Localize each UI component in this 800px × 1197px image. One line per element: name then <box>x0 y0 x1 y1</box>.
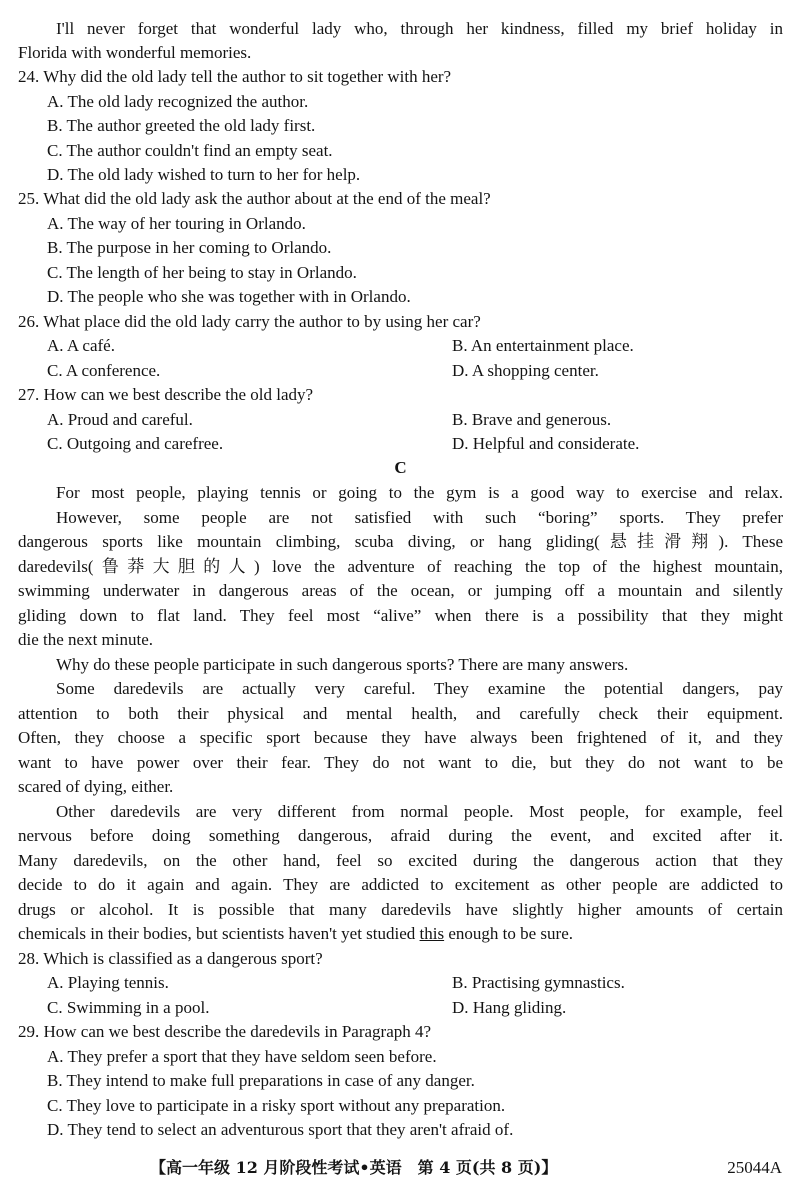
section-c-heading: C <box>394 458 407 477</box>
passage-c-paragraph-5-line-6-start: chemicals in their bodies, but scientists haven't yet studied <box>18 924 420 943</box>
question-25-option-a: A. The way of her touring in Orlando. <box>47 214 306 233</box>
question-24-option-a: A. The old lady recognized the author. <box>47 92 309 111</box>
question-29-option-c: C. They love to participate in a risky sport without any preparation. <box>47 1096 506 1115</box>
passage-c-paragraph-1: For most people, playing tennis or going to the gym is a good way to exercise and relax. <box>56 483 783 502</box>
question-28-option-b: B. Practising gymnastics. <box>452 973 625 992</box>
question-26-option-a: A. A café. <box>47 336 115 355</box>
question-24-option-c: C. The author couldn't find an empty seat. <box>47 141 333 160</box>
question-25-stem: 25. What did the old lady ask the author about at the end of the meal? <box>18 189 491 208</box>
question-25-option-b: B. The purpose in her coming to Orlando. <box>47 238 332 257</box>
passage-c-paragraph-2-line-3: daredevils(鲁莽大胆的人) love the adventure of reaching the top of the highest mountain, <box>18 557 783 576</box>
question-25-option-d: D. The people who she was together with in Orlando. <box>47 287 411 306</box>
question-26-option-d: D. A shopping center. <box>452 361 599 380</box>
footer-paper-code: 25044A <box>727 1158 782 1177</box>
page-footer <box>0 1155 800 1181</box>
passage-b-closing-line-1: I'll never forget that wonderful lady who, through her kindness, filled my brief holiday in <box>56 19 783 38</box>
question-28-option-c: C. Swimming in a pool. <box>47 998 210 1017</box>
question-27-option-a: A. Proud and careful. <box>47 410 193 429</box>
underlined-word-this: this <box>419 924 445 943</box>
question-24-option-d: D. The old lady wished to turn to her for help. <box>47 165 361 184</box>
question-29-option-d: D. They tend to select an adventurous sport that they aren't afraid of. <box>47 1120 514 1139</box>
passage-c-paragraph-2-line-2: dangerous sports like mountain climbing, scuba diving, or hang gliding(悬挂滑翔). These <box>18 532 783 551</box>
question-27-stem: 27. How can we best describe the old lady? <box>18 385 314 404</box>
question-25-option-c: C. The length of her being to stay in Orlando. <box>47 263 357 282</box>
passage-c-paragraph-2-line-4: swimming underwater in dangerous areas of the ocean, or jumping off a mountain and silently <box>18 581 783 600</box>
passage-c-paragraph-5-line-3: Many daredevils, on the other hand, feel so excited during the dangerous action that they <box>18 851 783 870</box>
question-28-stem: 28. Which is classified as a dangerous sport? <box>18 949 323 968</box>
question-26-stem: 26. What place did the old lady carry the author to by using her car? <box>18 312 481 331</box>
passage-c-paragraph-5-line-4: decide to do it again and again. They are addicted to excitement as other people are addicted to <box>18 875 783 894</box>
question-27-option-c: C. Outgoing and carefree. <box>47 434 224 453</box>
passage-c-paragraph-4-line-1: Some daredevils are actually very careful. They examine the potential dangers, pay <box>56 679 783 698</box>
passage-c-paragraph-4-line-3: Often, they choose a specific sport because they have always been frightened of it, and they <box>18 728 783 747</box>
passage-c-paragraph-2-line-5: gliding down to flat land. They feel most “alive” when there is a possibility that they might <box>18 606 783 625</box>
passage-c-paragraph-3: Why do these people participate in such dangerous sports? There are many answers. <box>56 655 629 674</box>
question-24-option-b: B. The author greeted the old lady first. <box>47 116 316 135</box>
question-24-stem: 24. Why did the old lady tell the author to sit together with her? <box>18 67 452 86</box>
passage-c-paragraph-5-line-6 <box>18 922 783 947</box>
question-26-option-b: B. An entertainment place. <box>452 336 634 355</box>
passage-c-paragraph-2-line-1: However, some people are not satisfied with such “boring” sports. They prefer <box>56 508 783 527</box>
question-29-option-a: A. They prefer a sport that they have seldom seen before. <box>47 1047 437 1066</box>
footer-exam-title: 【高一年级 12 月阶段性考试•英语 第 4 页(共 8 页)】 <box>150 1158 558 1177</box>
passage-c-paragraph-4-line-5: scared of dying, either. <box>18 777 174 796</box>
passage-c-paragraph-4-line-4: want to have power over their fear. They do not want to die, but they do not want to be <box>18 753 783 772</box>
passage-c-paragraph-5-line-5: drugs or alcohol. It is possible that many daredevils have slightly higher amounts of certain <box>18 900 783 919</box>
question-29-stem: 29. How can we best describe the daredevils in Paragraph 4? <box>18 1022 432 1041</box>
passage-c-paragraph-5-line-1: Other daredevils are very different from normal people. Most people, for example, feel <box>56 802 783 821</box>
question-27-option-d: D. Helpful and considerate. <box>452 434 640 453</box>
passage-c-paragraph-4-line-2: attention to both their physical and mental health, and carefully check their equipment. <box>18 704 783 723</box>
question-26-option-c: C. A conference. <box>47 361 161 380</box>
question-28-option-a: A. Playing tennis. <box>47 973 169 992</box>
question-28-option-d: D. Hang gliding. <box>452 998 567 1017</box>
passage-c-paragraph-5-line-6-end: enough to be sure. <box>444 924 573 943</box>
passage-c-paragraph-2-line-6: die the next minute. <box>18 630 154 649</box>
question-27-option-b: B. Brave and generous. <box>452 410 612 429</box>
passage-b-closing-line-2: Florida with wonderful memories. <box>18 43 252 62</box>
passage-c-paragraph-5-line-2: nervous before doing something dangerous, afraid during the event, and excited after it. <box>18 826 783 845</box>
question-29-option-b: B. They intend to make full preparations in case of any danger. <box>47 1071 475 1090</box>
